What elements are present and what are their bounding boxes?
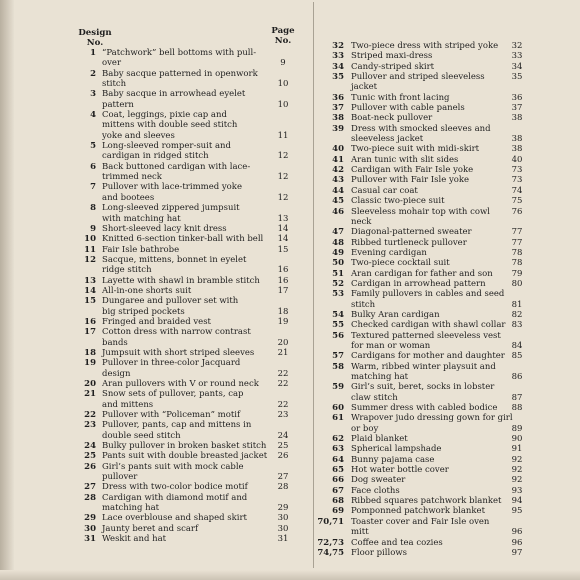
contents-entry [316, 165, 548, 175]
design-description: Hot water bottle cover [351, 465, 449, 476]
design-description: Face cloths [351, 485, 400, 496]
design-number: 1 [90, 48, 96, 58]
design-number: 6 [90, 161, 96, 172]
design-description: Aran cardigan for father and son [351, 268, 493, 279]
design-number: 40 [332, 144, 344, 155]
design-description: Casual car coat [351, 185, 418, 196]
design-description: Plaid blanket [351, 434, 408, 445]
page-number: 89 [511, 423, 523, 434]
column-divider [313, 2, 314, 568]
page-number: 35 [511, 72, 523, 83]
design-description: Aran pullovers with V or round neck [102, 379, 259, 389]
contents-entry [70, 48, 306, 69]
design-description: Diagonal-patterned sweater [351, 227, 472, 238]
design-description: Jaunty beret and scarf [102, 523, 199, 534]
design-number: 67 [332, 485, 344, 496]
page-number: 17 [277, 285, 289, 296]
design-description: Toaster cover and Fair Isle oven mitt [351, 516, 490, 538]
contents-entry [316, 538, 548, 548]
design-number: 22 [84, 410, 96, 421]
page-number: 79 [511, 268, 523, 279]
design-number: 28 [84, 492, 96, 503]
design-description: Cardigan with Fair Isle yoke [351, 165, 474, 176]
contents-entry [316, 444, 548, 454]
design-description: Dog sweater [351, 475, 406, 486]
design-description: Striped maxi-dress [351, 51, 433, 62]
contents-entry [70, 234, 306, 244]
contents-entry [70, 276, 306, 286]
contents-entry [316, 548, 548, 558]
design-description: Textured patterned sleeveless vest for man or woman [351, 330, 501, 351]
design-number: 5 [90, 141, 96, 152]
page-number: 23 [277, 410, 289, 421]
design-number: 62 [332, 434, 344, 445]
contents-entry [316, 144, 548, 154]
design-description: Cotton dress with narrow contrast bands [102, 327, 251, 348]
design-number: 27 [84, 482, 96, 493]
contents-entry [70, 482, 306, 492]
page-number: 32 [511, 41, 523, 51]
page-number: 25 [277, 441, 289, 452]
design-description: Ribbed squares patchwork blanket [351, 496, 502, 507]
contents-entry [70, 162, 306, 183]
page-number: 37 [511, 103, 523, 114]
design-description: Pullover with lace-trimmed yoke and bootees [102, 182, 242, 203]
contents-entry [70, 296, 306, 317]
design-number: 8 [90, 203, 96, 214]
design-description: Short-sleeved lacy knit dress [102, 223, 227, 234]
design-description: Long-sleeved romper-suit and cardigan in ridged stitch [102, 141, 231, 162]
design-number: 39 [332, 123, 344, 134]
design-description: Sleeveless mohair top with cowl neck [351, 206, 490, 227]
design-description: Bulky pullover in broken basket stitch [102, 441, 267, 452]
design-number: 7 [90, 182, 96, 193]
page-number: 22 [277, 379, 289, 389]
page-number: 28 [277, 482, 289, 493]
design-description: Baby sacque in arrowhead eyelet pattern [102, 89, 246, 110]
contents-entry [316, 62, 548, 72]
design-description: Candy-striped skirt [351, 61, 435, 72]
contents-entry [70, 358, 306, 379]
page-number: 95 [511, 506, 523, 517]
contents-entry [316, 362, 548, 383]
page-number: 92 [511, 454, 523, 465]
design-description: Two-piece cocktail suit [351, 258, 450, 269]
design-number: 54 [332, 309, 344, 320]
design-number: 26 [84, 461, 96, 472]
page-number: 97 [511, 547, 523, 558]
design-number: 25 [84, 451, 96, 462]
contents-entry [316, 496, 548, 506]
design-number: 72,73 [317, 537, 344, 548]
design-number: 30 [84, 523, 96, 534]
page-number: 38 [511, 134, 523, 145]
contents-entry [316, 289, 548, 310]
contents-entry [316, 434, 548, 444]
page-number: 14 [277, 234, 289, 245]
contents-entry [316, 258, 548, 268]
contents-entry [316, 41, 548, 51]
page-number: 20 [277, 337, 289, 348]
page-number: 96 [511, 527, 523, 538]
contents-entry [70, 327, 306, 348]
design-description: Pullover with “Policeman” motif [102, 410, 241, 421]
page-number: 22 [277, 368, 289, 379]
page-number: 36 [511, 92, 523, 103]
contents-entry [70, 420, 306, 441]
design-number: 21 [84, 389, 96, 400]
design-number: 64 [332, 454, 344, 465]
page-number: 40 [511, 154, 523, 165]
page-bottom-edge [0, 570, 580, 580]
page-number: 12 [277, 192, 289, 203]
contents-entry [70, 69, 306, 90]
design-number: 37 [332, 103, 344, 114]
page-number: 92 [511, 465, 523, 476]
contents-entry [70, 462, 306, 483]
page-number: 75 [511, 196, 523, 207]
contents-entry [316, 403, 548, 413]
page-number: 92 [511, 475, 523, 486]
design-description: Ribbed turtleneck pullover [351, 237, 467, 248]
page-number: 33 [511, 51, 523, 62]
design-number: 53 [332, 289, 344, 300]
contents-entry [70, 348, 306, 358]
contents-entry [316, 196, 548, 206]
contents-entry [70, 513, 306, 523]
page-number: 93 [511, 485, 523, 496]
contents-entry [70, 410, 306, 420]
contents-entry [316, 310, 548, 320]
design-number: 19 [84, 358, 96, 369]
design-number: 32 [332, 41, 344, 51]
page-number: 22 [277, 399, 289, 410]
contents-entry [70, 441, 306, 451]
page-number: 30 [277, 523, 289, 534]
page-number: 82 [511, 309, 523, 320]
page-number: 34 [511, 61, 523, 72]
contents-entry [316, 238, 548, 248]
contents-entry [70, 224, 306, 234]
page-number: 86 [511, 372, 523, 382]
page-number: 96 [511, 537, 523, 548]
page-number: 16 [277, 275, 289, 286]
contents-entry [70, 493, 306, 514]
design-number: 41 [332, 154, 344, 165]
contents-entry [70, 286, 306, 296]
design-description: Coat, leggings, pixie cap and mittens with double seed stitch yoke and sleeves [102, 110, 238, 141]
design-description: Long-sleeved zippered jumpsuit with matching hat [102, 203, 240, 224]
contents-entry [316, 465, 548, 475]
page-number: 74 [511, 185, 523, 196]
contents-entry [316, 103, 548, 113]
design-description: Pants suit with double breasted jacket [102, 451, 268, 462]
contents-entry [316, 517, 548, 538]
contents-entry [70, 89, 306, 110]
design-number: 23 [84, 420, 96, 431]
design-number: 13 [84, 275, 96, 286]
design-description: Sacque, mittens, bonnet in eyelet ridge stitch [102, 254, 247, 276]
design-description: Two-piece suit with midi-skirt [351, 144, 480, 155]
design-number: 16 [84, 316, 96, 327]
design-description: Wrapover judo dressing gown for girl or boy [351, 413, 513, 434]
page-number: 73 [511, 175, 523, 186]
page-number: 87 [511, 392, 523, 403]
contents-entry [316, 279, 548, 289]
design-description: Floor pillows [351, 547, 407, 558]
design-number: 15 [84, 296, 96, 307]
design-description: Classic two-piece suit [351, 196, 445, 207]
design-description: Pullover with cable panels [351, 103, 465, 114]
design-number: 17 [84, 327, 96, 338]
page-number: 73 [511, 165, 523, 176]
design-description: Girl’s suit, beret, socks in lobster claw stitch [351, 382, 495, 403]
design-description: Pomponned patchwork blanket [351, 506, 485, 517]
page-number: 88 [511, 403, 523, 414]
page-number: 77 [511, 227, 523, 238]
design-number: 48 [332, 237, 344, 248]
design-number: 3 [90, 89, 96, 100]
design-description: “Patchwork” bell bottoms with pull- over [102, 48, 257, 69]
design-number: 65 [332, 465, 344, 476]
design-description: All-in-one shorts suit [102, 285, 192, 296]
contents-entry [316, 413, 548, 434]
design-description: Spherical lampshade [351, 444, 442, 455]
design-description: Cardigan in arrowhead pattern [351, 278, 486, 289]
design-number: 56 [332, 330, 344, 341]
contents-entry [316, 155, 548, 165]
design-description: Cardigan with diamond motif and matching hat [102, 492, 248, 514]
left-contents-column [70, 48, 306, 545]
page-number: 80 [511, 278, 523, 289]
design-number: 4 [90, 110, 96, 121]
design-description: Layette with shawl in bramble stitch [102, 275, 260, 286]
design-number: 50 [332, 258, 344, 269]
design-number: 49 [332, 247, 344, 258]
contents-entry [70, 389, 306, 410]
design-number: 36 [332, 92, 344, 103]
contents-entry [316, 320, 548, 330]
design-description: Checked cardigan with shawl collar [351, 320, 506, 331]
contents-entry [70, 141, 306, 162]
contents-entry [316, 186, 548, 196]
design-description: Girl’s pants suit with mock cable pullover [102, 461, 244, 483]
design-number: 35 [332, 72, 344, 83]
design-number: 45 [332, 196, 344, 207]
contents-entry [316, 486, 548, 496]
page-number: 16 [277, 265, 289, 276]
contents-entry [70, 379, 306, 389]
page-number: 15 [277, 244, 289, 255]
design-number: 20 [84, 379, 96, 389]
design-number: 24 [84, 441, 96, 452]
contents-entry [70, 451, 306, 461]
page-number: 38 [511, 144, 523, 155]
design-description: Summer dress with cabled bodice [351, 403, 498, 414]
design-number: 14 [84, 285, 96, 296]
design-description: Bulky Aran cardigan [351, 309, 440, 320]
page-number: 81 [511, 299, 523, 310]
contents-entry [316, 51, 548, 61]
page-number: 10 [277, 79, 289, 90]
design-number: 34 [332, 61, 344, 72]
page-number: 27 [277, 472, 289, 483]
page-number: 21 [277, 347, 289, 358]
design-number: 66 [332, 475, 344, 486]
design-number: 61 [332, 413, 344, 424]
contents-entry [70, 317, 306, 327]
contents-entry [316, 269, 548, 279]
contents-entry [316, 382, 548, 403]
contents-entry [316, 124, 548, 145]
design-number: 43 [332, 175, 344, 186]
design-description: Pullover and striped sleeveless jacket [351, 72, 485, 93]
design-description: Warm, ribbed winter playsuit and matching hat [351, 361, 496, 382]
contents-entry [70, 524, 306, 534]
page-number: 24 [277, 430, 289, 441]
design-number: 18 [84, 347, 96, 358]
contents-entry [316, 248, 548, 258]
design-description: Weskit and hat [102, 534, 167, 545]
design-description: Pullover, pants, cap and mittens in double seed stitch [102, 420, 252, 441]
page-number: 9 [280, 58, 286, 69]
contents-entry [70, 255, 306, 276]
page-gutter-shadow [0, 0, 14, 580]
design-number: 31 [84, 534, 96, 545]
design-number: 69 [332, 506, 344, 517]
page-number: 14 [277, 223, 289, 234]
contents-entry [316, 455, 548, 465]
design-description: Snow sets of pullover, pants, cap and mittens [102, 389, 244, 410]
design-description: Boat-neck pullover [351, 113, 433, 124]
design-number-header: Design No. [78, 28, 112, 48]
contents-entry [316, 227, 548, 237]
design-number: 11 [84, 244, 96, 255]
page-number: 18 [277, 306, 289, 317]
page-number: 78 [511, 258, 523, 269]
page-number: 76 [511, 206, 523, 217]
contents-entry [316, 351, 548, 361]
design-number: 70,71 [317, 516, 344, 527]
design-number: 2 [90, 68, 96, 79]
design-description: Knitted 6-section tinker-ball with bell [102, 234, 264, 245]
design-number: 29 [84, 513, 96, 524]
design-number: 38 [332, 113, 344, 124]
page-number: 85 [511, 351, 523, 362]
design-description: Jumpsuit with short striped sleeves [102, 347, 255, 358]
page-number: 90 [511, 434, 523, 445]
page-number: 11 [277, 130, 289, 141]
contents-entry [316, 207, 548, 228]
design-number: 58 [332, 361, 344, 372]
contents-entry [316, 475, 548, 485]
contents-entry [70, 203, 306, 224]
design-description: Pullover in three-color Jacquard design [102, 358, 241, 379]
design-description: Dungaree and pullover set with big striped pockets [102, 296, 239, 317]
design-number: 63 [332, 444, 344, 455]
design-number: 42 [332, 165, 344, 176]
page-number: 12 [277, 151, 289, 162]
design-number: 9 [90, 223, 96, 234]
design-description: Dress with two-color bodice motif [102, 482, 248, 493]
design-description: Fringed and braided vest [102, 316, 211, 327]
contents-entry [70, 110, 306, 141]
design-description: Family pullovers in cables and seed stitch [351, 289, 505, 310]
design-description: Back buttoned cardigan with lace- trimmed neck [102, 161, 251, 183]
contents-entry [70, 182, 306, 203]
design-number: 60 [332, 403, 344, 414]
page-number: 30 [277, 513, 289, 524]
design-number: 51 [332, 268, 344, 279]
page-number: 91 [511, 444, 523, 455]
design-number: 52 [332, 278, 344, 289]
contents-entry [316, 331, 548, 352]
design-number: 68 [332, 496, 344, 507]
page-number-header: Page No. [271, 26, 295, 46]
page-number: 83 [511, 320, 523, 331]
design-number: 59 [332, 382, 344, 393]
page-number: 84 [511, 340, 523, 351]
design-description: Pullover with Fair Isle yoke [351, 175, 470, 186]
design-number: 46 [332, 206, 344, 217]
contents-entry [316, 175, 548, 185]
design-number: 33 [332, 51, 344, 62]
design-description: Coffee and tea cozies [351, 537, 443, 548]
design-description: Baby sacque patterned in openwork stitch [102, 68, 258, 90]
design-description: Fair Isle bathrobe [102, 244, 180, 255]
page-number: 38 [511, 113, 523, 124]
contents-entry [316, 72, 548, 93]
page-number: 78 [511, 247, 523, 258]
design-number: 57 [332, 351, 344, 362]
contents-entry [316, 113, 548, 123]
design-description: Aran tunic with slit sides [351, 154, 459, 165]
design-number: 74,75 [317, 547, 344, 558]
page-number: 29 [277, 503, 289, 514]
contents-entry [316, 506, 548, 516]
right-contents-column [316, 41, 548, 558]
design-description: Lace overblouse and shaped skirt [102, 513, 247, 524]
page-number: 26 [277, 451, 289, 462]
design-description: Tunic with front lacing [351, 92, 450, 103]
design-description: Bunny pajama case [351, 454, 435, 465]
design-number: 47 [332, 227, 344, 238]
page-number: 13 [277, 213, 289, 224]
contents-entry [316, 93, 548, 103]
design-number: 55 [332, 320, 344, 331]
design-number: 44 [332, 185, 344, 196]
contents-entry [70, 245, 306, 255]
page-number: 10 [277, 99, 289, 110]
design-description: Evening cardigan [351, 247, 427, 258]
page-number: 94 [511, 496, 523, 507]
page-number: 19 [277, 316, 289, 327]
design-number: 12 [84, 254, 96, 265]
page-number: 12 [277, 172, 289, 183]
page-number: 31 [277, 534, 289, 545]
design-description: Cardigans for mother and daughter [351, 351, 505, 362]
page-number: 77 [511, 237, 523, 248]
design-description: Dress with smocked sleeves and sleeveless jacket [351, 123, 491, 145]
contents-entry [70, 534, 306, 544]
design-description: Two-piece dress with striped yoke [351, 41, 499, 51]
design-number: 10 [84, 234, 96, 245]
